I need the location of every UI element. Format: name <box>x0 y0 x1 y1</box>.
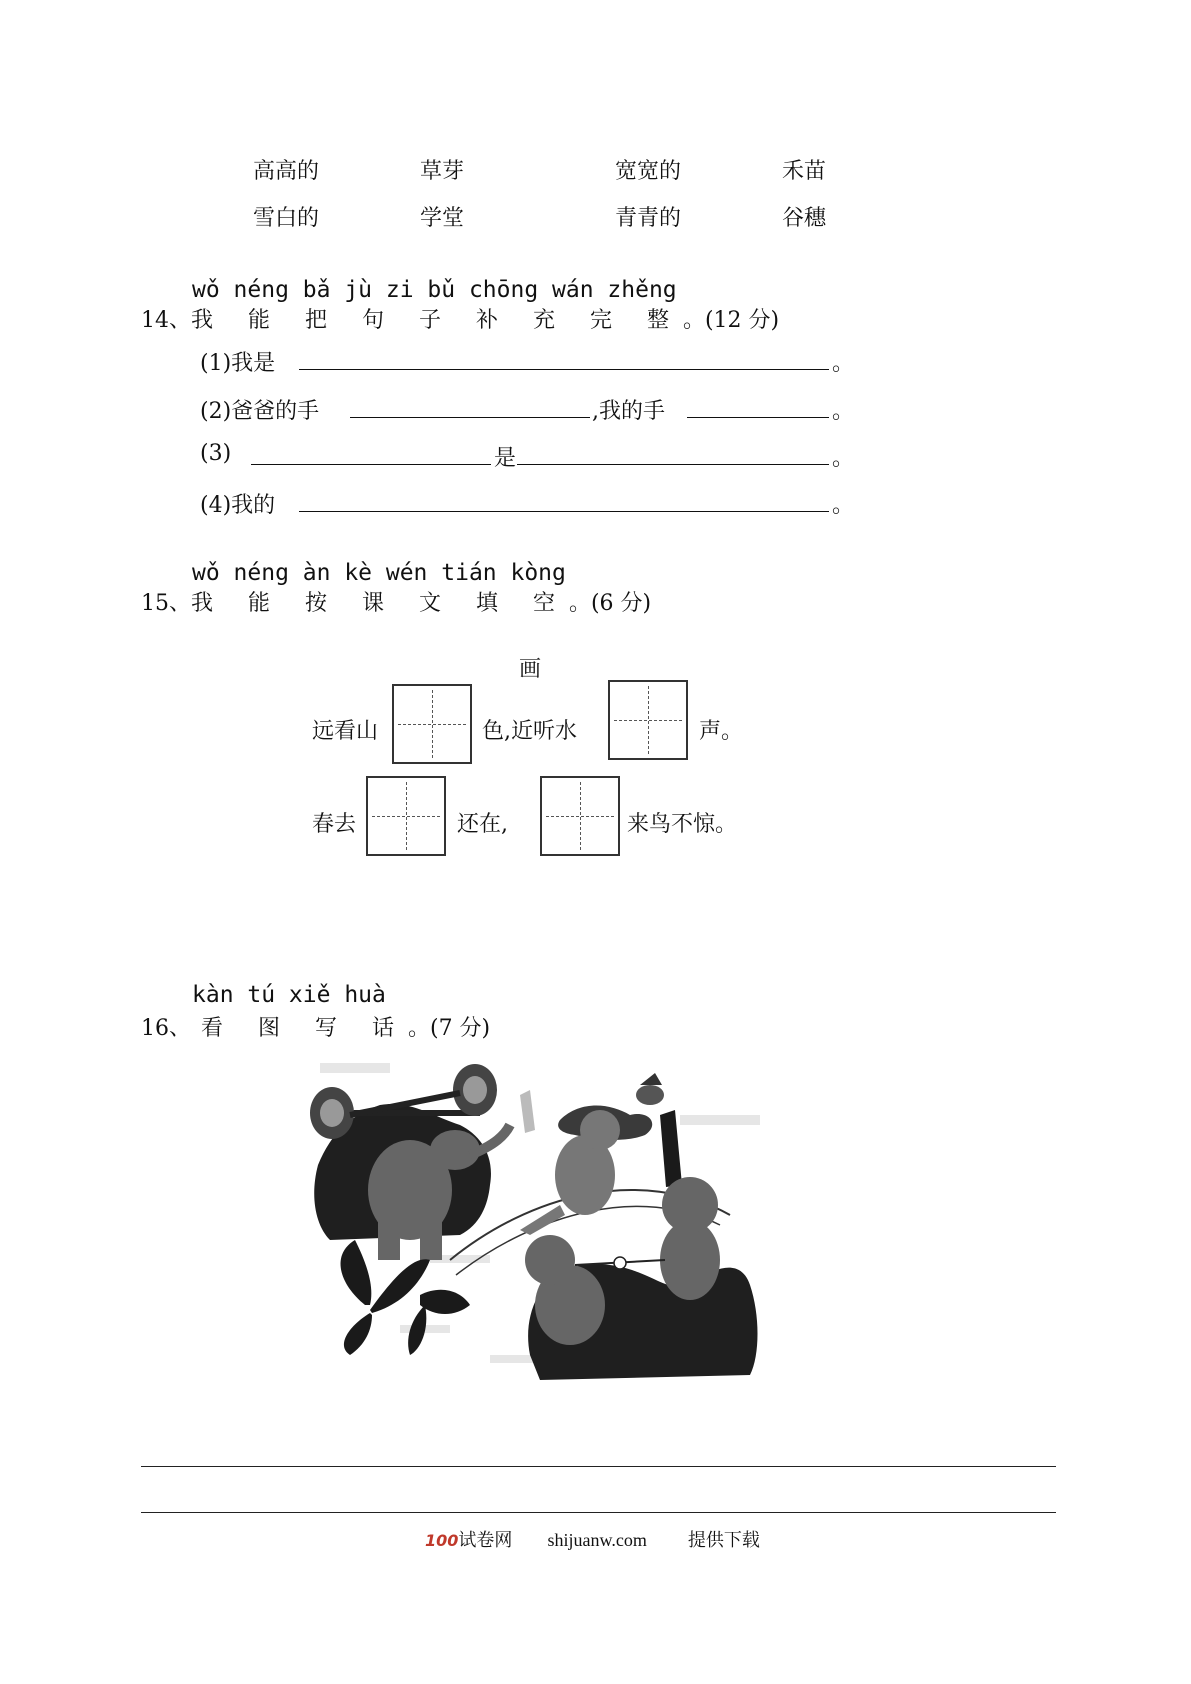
q14-item4-end: 。 <box>832 493 855 518</box>
q14-item3-blank2[interactable] <box>517 464 829 465</box>
poem-line1-part2: 色,近听水 <box>482 719 577 744</box>
q16-number: 16、 <box>141 1016 191 1041</box>
footer-note: 提供下载 <box>687 1530 760 1550</box>
q13-row1-word4: 禾苗 <box>782 159 827 184</box>
q14-pinyin: wǒ néng bǎ jù zi bǔ chōng wán zhěng <box>192 277 677 303</box>
writing-line-2[interactable] <box>141 1512 1056 1513</box>
poem-blank-box-2[interactable] <box>608 680 688 760</box>
q15-number: 15、 <box>141 591 191 616</box>
q15-pinyin: wǒ néng àn kè wén tián kòng <box>192 560 566 586</box>
q13-row2-word1: 雪白的 <box>253 206 320 231</box>
q14-item1-end: 。 <box>832 351 855 376</box>
q14-heading <box>141 303 779 334</box>
q14-title: 我 能 把 句 子 补 充 完 整 <box>191 308 683 333</box>
q13-row2-word4: 谷穗 <box>782 206 827 231</box>
q16-score: 。(7 分) <box>407 1016 491 1041</box>
poem-title: 画 <box>519 657 542 682</box>
poem-line1-part1: 远看山 <box>312 719 379 744</box>
q14-item3-blank1[interactable] <box>251 464 491 465</box>
q16-heading <box>141 1011 490 1042</box>
q13-row1-word3: 宽宽的 <box>615 159 682 184</box>
site-domain[interactable]: shijuanw.com <box>547 1530 647 1550</box>
q14-item3-end: 。 <box>832 446 855 471</box>
q14-item3-mid: 是 <box>494 446 517 471</box>
q16-title: 看 图 写 话 <box>201 1016 408 1041</box>
footer <box>425 1526 760 1552</box>
q14-item2-end: 。 <box>832 399 855 424</box>
poem-blank-box-4[interactable] <box>540 776 620 856</box>
poem-line2-part1: 春去 <box>312 812 357 837</box>
q14-item3-label: (3) <box>200 441 232 466</box>
q13-row1-word1: 高高的 <box>253 159 320 184</box>
q14-item1-label: (1)我是 <box>200 351 276 376</box>
q15-heading <box>141 586 651 617</box>
writing-line-1[interactable] <box>141 1466 1056 1467</box>
site-logo: 100 <box>425 1531 459 1550</box>
site-name: 试卷网 <box>458 1530 513 1550</box>
poem-line2-part2: 还在, <box>457 812 508 837</box>
q13-row1-word2: 草芽 <box>420 159 465 184</box>
q14-score: 。(12 分) <box>682 308 780 333</box>
q16-pinyin: kàn tú xiě huà <box>192 982 386 1008</box>
poem-blank-box-3[interactable] <box>366 776 446 856</box>
q14-item1-blank[interactable] <box>299 369 829 370</box>
q13-row2-word3: 青青的 <box>615 206 682 231</box>
q14-item2-mid: ,我的手 <box>592 399 665 424</box>
q15-title: 我 能 按 课 文 填 空 <box>191 591 569 616</box>
q14-item2-blank2[interactable] <box>687 417 829 418</box>
q14-number: 14、 <box>141 308 191 333</box>
q15-score: 。(6 分) <box>568 591 652 616</box>
q13-row2-word2: 学堂 <box>420 206 465 231</box>
q14-item2-label: (2)爸爸的手 <box>200 399 320 424</box>
poem-blank-box-1[interactable] <box>392 684 472 764</box>
q14-item4-blank[interactable] <box>299 511 829 512</box>
q14-item4-label: (4)我的 <box>200 493 276 518</box>
poem-line2-part3: 来鸟不惊。 <box>627 812 738 837</box>
poem-line1-part3: 声。 <box>699 719 744 744</box>
animal-sports-illustration <box>310 1055 820 1395</box>
q14-item2-blank1[interactable] <box>350 417 590 418</box>
